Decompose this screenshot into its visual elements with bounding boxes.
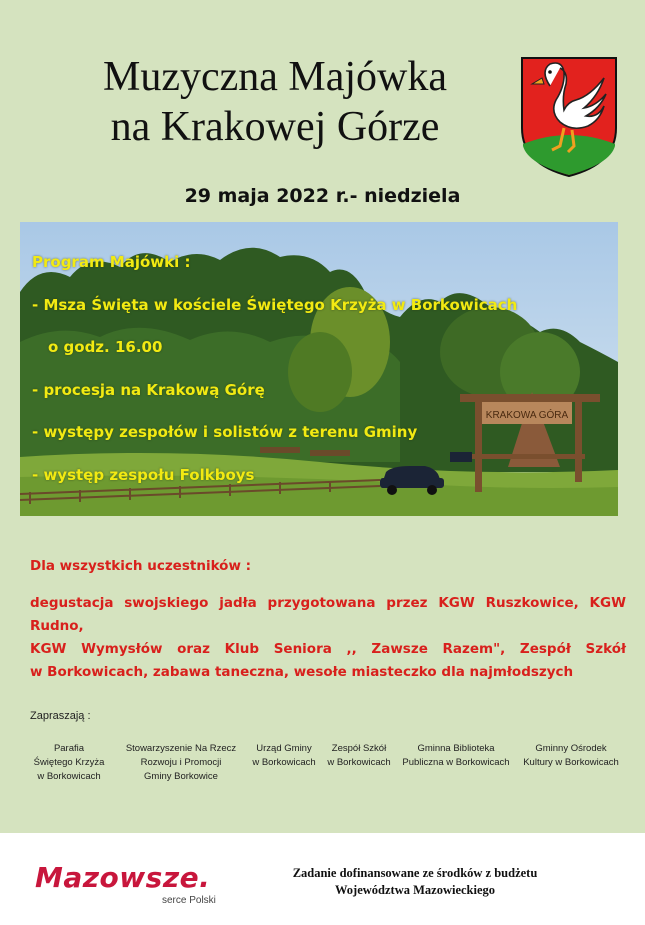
organizer-line: w Borkowicach <box>327 757 391 768</box>
participants-details <box>30 592 626 684</box>
sign-text: KRAKOWA GÓRA <box>485 410 569 421</box>
footer <box>0 833 645 925</box>
organizer-line: w Borkowicach <box>37 771 101 782</box>
organizer-line: Parafia <box>53 743 85 754</box>
details-line: degustacja swojskiego jadła przygotowana przez KGW Ruszkowice, KGW Rudno, <box>30 595 626 634</box>
program-item: - występy zespołów i solistów z terenu Gminy <box>32 423 418 441</box>
program-item: - Msza Święta w kościele Świętego Krzyża w Borkowicach <box>32 295 518 314</box>
organizer-line: Rozwoju i Promocji <box>140 757 222 768</box>
logo-subtitle: serce Polski <box>162 895 216 906</box>
program-heading: Program Majówki : <box>32 253 191 271</box>
event-date: 29 maja 2022 r.- niedziela <box>184 185 461 207</box>
program-text <box>32 250 612 505</box>
page-title <box>40 52 510 152</box>
details-line: w Borkowicach, zabawa taneczna, wesołe miasteczko dla najmłodszych <box>30 664 574 680</box>
organizer-line: Gminna Biblioteka <box>417 743 495 754</box>
organizer-school <box>324 742 394 770</box>
organizer-line: Gminny Ośrodek <box>535 743 607 754</box>
mazowsze-logo: Mazowsze. <box>35 861 211 894</box>
organizer-line: Gminy Borkowice <box>144 771 218 782</box>
participants-heading: Dla wszystkich uczestników : <box>30 558 252 574</box>
organizer-municipal-office <box>248 742 320 770</box>
organizer-line: Urząd Gminy <box>256 743 312 754</box>
funding-line: Zadanie dofinansowane ze środków z budżetu <box>292 866 538 880</box>
event-photo <box>20 222 618 516</box>
funding-line: Województwa Mazowieckiego <box>334 883 496 897</box>
title-line-2: na Krakowej Górze <box>110 104 440 150</box>
organizer-line: Zespół Szkół <box>331 743 387 754</box>
organizer-line: Stowarzyszenie Na Rzecz <box>125 743 237 754</box>
organizer-line: Kultury w Borkowicach <box>523 757 619 768</box>
organizer-line: w Borkowicach <box>252 757 316 768</box>
program-item: o godz. 16.00 <box>48 338 163 356</box>
funding-note <box>250 865 580 899</box>
title-line-1: Muzyczna Majówka <box>102 54 448 100</box>
organizer-culture-center <box>515 742 627 770</box>
organizer-association <box>120 742 242 784</box>
program-item: - występ zespołu Folkboys <box>32 465 255 484</box>
details-line: KGW Wymysłów oraz Klub Seniora ,, Zawsze Razem", Zespół Szkół <box>30 641 626 657</box>
organizer-parish <box>28 742 110 784</box>
program-item: - procesja na Krakową Górę <box>32 380 265 399</box>
swan-crest-icon <box>520 56 618 178</box>
invite-label: Zapraszają : <box>30 710 91 722</box>
organizer-line: Publiczna w Borkowicach <box>402 757 510 768</box>
organizer-library <box>398 742 514 770</box>
organizer-line: Świętego Krzyża <box>33 757 105 768</box>
